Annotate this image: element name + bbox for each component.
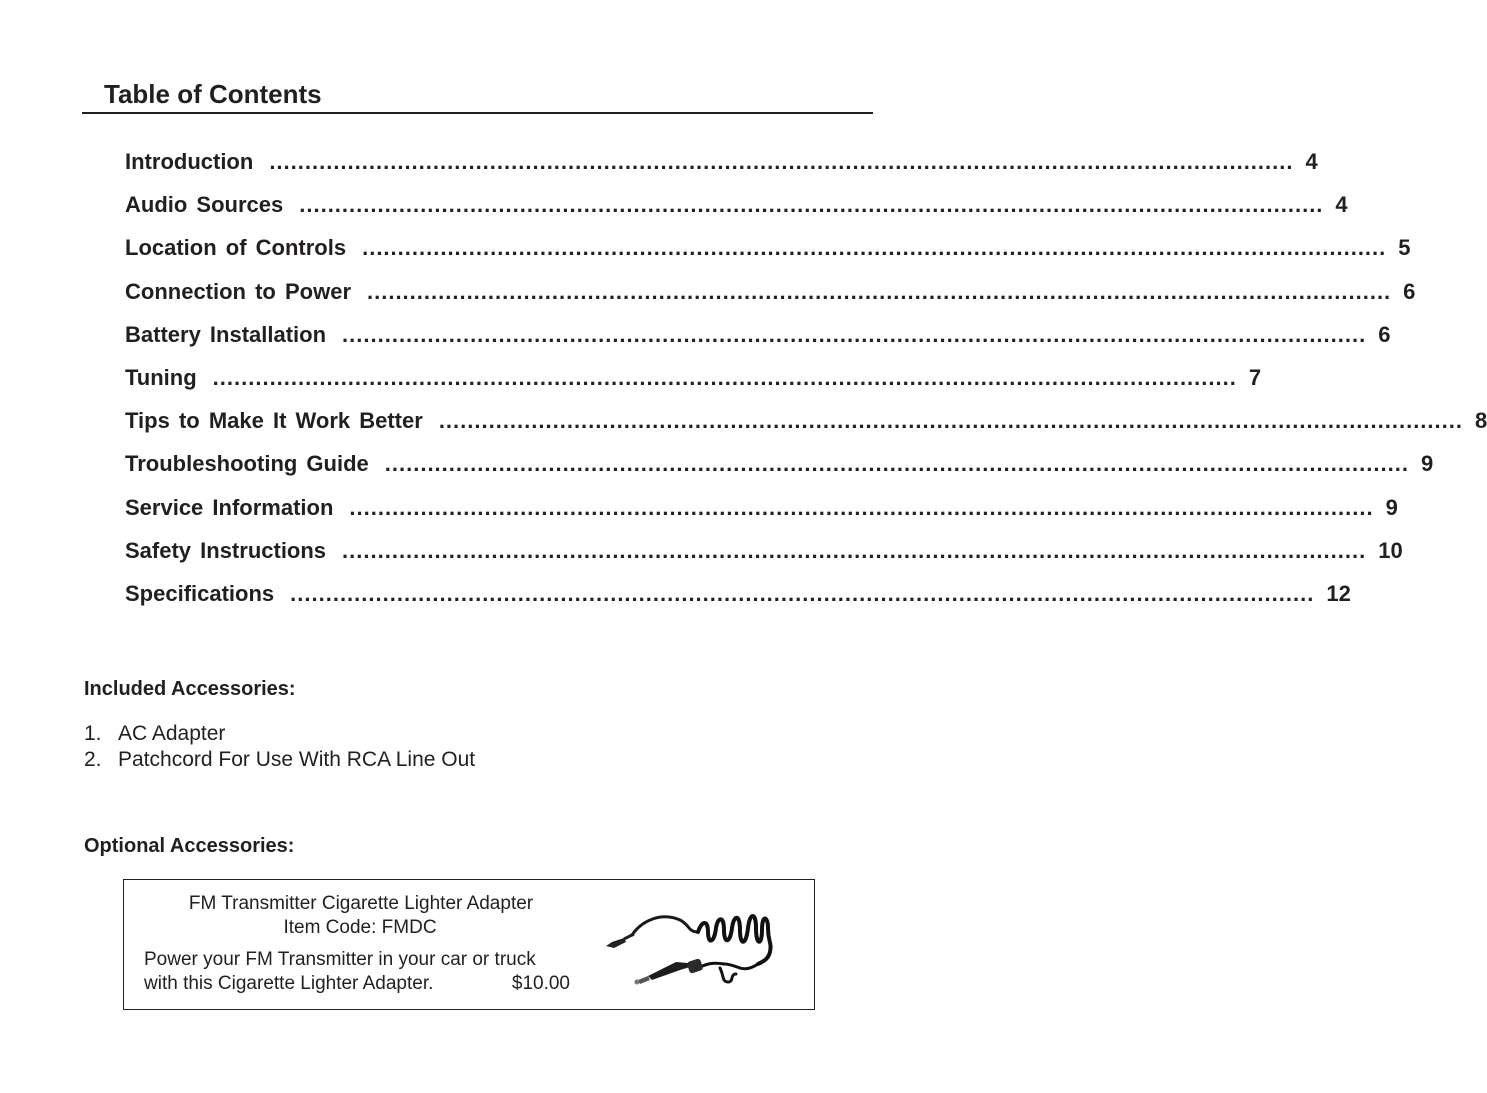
list-item-text: AC Adapter: [118, 722, 226, 745]
toc-page-number: 10: [1378, 537, 1403, 563]
toc-page-number: 7: [1248, 364, 1262, 390]
toc-entry-specifications[interactable]: [125, 580, 1351, 624]
toc-entry-label: Connection to Power: [125, 278, 351, 304]
toc-entry-label: Specifications: [125, 580, 275, 606]
toc-entry-label: Battery Installation: [125, 321, 327, 347]
toc-page-number: 9: [1385, 494, 1398, 520]
list-item-number: 1.: [84, 722, 102, 745]
toc-entry-label: Tuning: [125, 364, 197, 390]
product-description: [144, 948, 570, 996]
toc-page-number: 12: [1326, 580, 1351, 606]
toc-page-number: 6: [1403, 278, 1416, 304]
toc-entry-battery-installation[interactable]: [125, 321, 1391, 365]
title-divider: [82, 112, 873, 114]
toc-entry-label: Tips to Make It Work Better: [125, 408, 423, 434]
included-accessories-heading: Included Accessories:: [84, 678, 296, 700]
toc-entry-audio-sources[interactable]: [125, 192, 1348, 235]
table-of-contents: [125, 149, 1487, 624]
toc-dot-leader: ................................................................................................................................................: [367, 278, 1392, 304]
toc-dot-leader: ................................................................................................................................................: [342, 321, 1367, 347]
toc-entry-label: Safety Instructions: [125, 537, 327, 563]
toc-page-number: 5: [1398, 235, 1411, 261]
included-accessories-list: [84, 721, 475, 773]
product-description-line: [144, 972, 570, 996]
product-name: FM Transmitter Cigarette Lighter Adapter: [188, 893, 534, 914]
toc-entry-location-of-controls[interactable]: [125, 235, 1411, 278]
optional-accessory-box: [123, 879, 815, 1010]
toc-page-number: 8: [1474, 408, 1487, 434]
list-item-text: Patchcord For Use With RCA Line Out: [118, 748, 476, 771]
toc-page-number: 4: [1305, 149, 1318, 174]
toc-entry-tuning[interactable]: [125, 364, 1262, 408]
toc-entry-label: Service Information: [125, 494, 334, 520]
toc-entry-label: Troubleshooting Guide: [125, 451, 369, 477]
cigarette-lighter-adapter-cord-icon: [602, 898, 782, 988]
toc-dot-leader: ................................................................................................................................................: [269, 149, 1294, 174]
toc-dot-leader: ................................................................................................................................................: [342, 537, 1367, 563]
optional-accessories-heading: Optional Accessories:: [84, 835, 295, 857]
toc-dot-leader: ................................................................................................................................................: [362, 235, 1387, 261]
toc-entry-label: Audio Sources: [125, 192, 284, 218]
toc-dot-leader: ................................................................................................................................................: [438, 408, 1463, 434]
toc-dot-leader: ................................................................................................................................................: [212, 364, 1237, 390]
page-title: Table of Contents: [104, 79, 322, 109]
product-item-code: Item Code: FMDC: [283, 917, 437, 938]
toc-entry-tips[interactable]: [125, 408, 1487, 451]
toc-dot-leader: ................................................................................................................................................: [384, 451, 1409, 477]
toc-page-number: 6: [1378, 321, 1391, 347]
product-description-text: with this Cigarette Lighter Adapter.: [144, 973, 434, 994]
list-item-number: 2.: [84, 748, 102, 771]
product-description-line: Power your FM Transmitter in your car or truck: [144, 949, 536, 970]
toc-dot-leader: ................................................................................................................................................: [299, 192, 1324, 218]
toc-page-number: 4: [1335, 192, 1348, 218]
toc-dot-leader: ................................................................................................................................................: [290, 580, 1315, 606]
toc-entry-introduction[interactable]: [125, 149, 1318, 192]
list-item: [84, 721, 475, 747]
toc-dot-leader: ................................................................................................................................................: [349, 494, 1374, 520]
toc-entry-label: Location of Controls: [125, 235, 347, 261]
toc-entry-connection-to-power[interactable]: [125, 278, 1416, 322]
product-price: $10.00: [511, 973, 570, 994]
toc-entry-service-information[interactable]: [125, 494, 1398, 538]
toc-page-number: 9: [1420, 451, 1434, 477]
toc-entry-safety-instructions[interactable]: [125, 537, 1403, 581]
list-item: [84, 747, 475, 773]
toc-entry-troubleshooting-guide[interactable]: [125, 451, 1434, 494]
toc-entry-label: Introduction: [125, 149, 254, 174]
